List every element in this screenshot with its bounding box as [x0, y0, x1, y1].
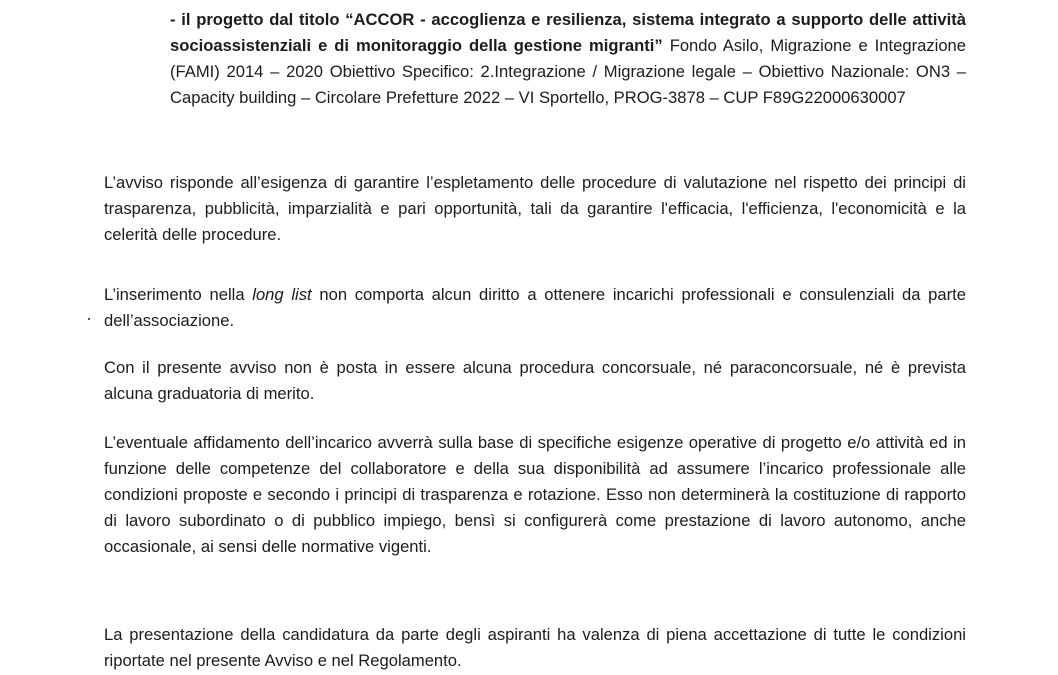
scan-speck [88, 318, 90, 320]
project-item [170, 7, 966, 111]
project-title: - il progetto dal titolo “ACCOR - accoglienza e resilienza, sistema integrato a supporto delle attività socioassistenziali e di monitoraggio della gestione migranti” [170, 10, 966, 55]
paragraph-assignment: L’eventuale affidamento dell’incarico avverrà sulla base di specifiche esigenze operative di progetto e/o attività ed in funzione delle competenze del collaboratore e della sua disponibilità ad assumere l’incarico professionale alle condizioni proposte e secondo i principi di trasparenza e rotazione. Esso non determinerà la costituzione di rapporto di lavoro subordinato o di pubblico impiego, bensì si configurerà come prestazione di lavoro autonomo, anche occasionale, ai sensi delle normative vigenti. [104, 433, 966, 556]
project-details: Fondo Asilo, Migrazione e Integrazione (FAMI) 2014 – 2020 Obiettivo Specifico: 2.Integrazione / Migrazione legale – Obiettivo Nazionale: ON3 – Capacity building – Circolare Prefetture 2022 – VI Sportello, PROG-3878 – CUP F89G22000630007 [170, 36, 966, 107]
paragraph-long-list [104, 282, 966, 334]
long-list-term: long list [252, 285, 312, 304]
paragraph-procedure-principles: L’avviso risponde all’esigenza di garantire l’espletamento delle procedure di valutazione nel rispetto dei principi di trasparenza, pubblicità, imparzialità e pari opportunità, tali da garantire l'efficacia, l'efficienza, l'economicità e la celerità delle procedure. [104, 173, 966, 244]
long-list-text-after: non comporta alcun diritto a ottenere incarichi professionali e consulenziali da parte dell’associazione. [104, 285, 966, 330]
long-list-text-before: L’inserimento nella [104, 285, 253, 304]
paragraph-no-competition: Con il presente avviso non è posta in essere alcuna procedura concorsuale, né paraconcorsuale, né è prevista alcuna graduatoria di merito. [104, 358, 966, 403]
paragraph-acceptance: La presentazione della candidatura da parte degli aspiranti ha valenza di piena accettazione di tutte le condizioni riportate nel presente Avviso e nel Regolamento. [104, 625, 966, 670]
